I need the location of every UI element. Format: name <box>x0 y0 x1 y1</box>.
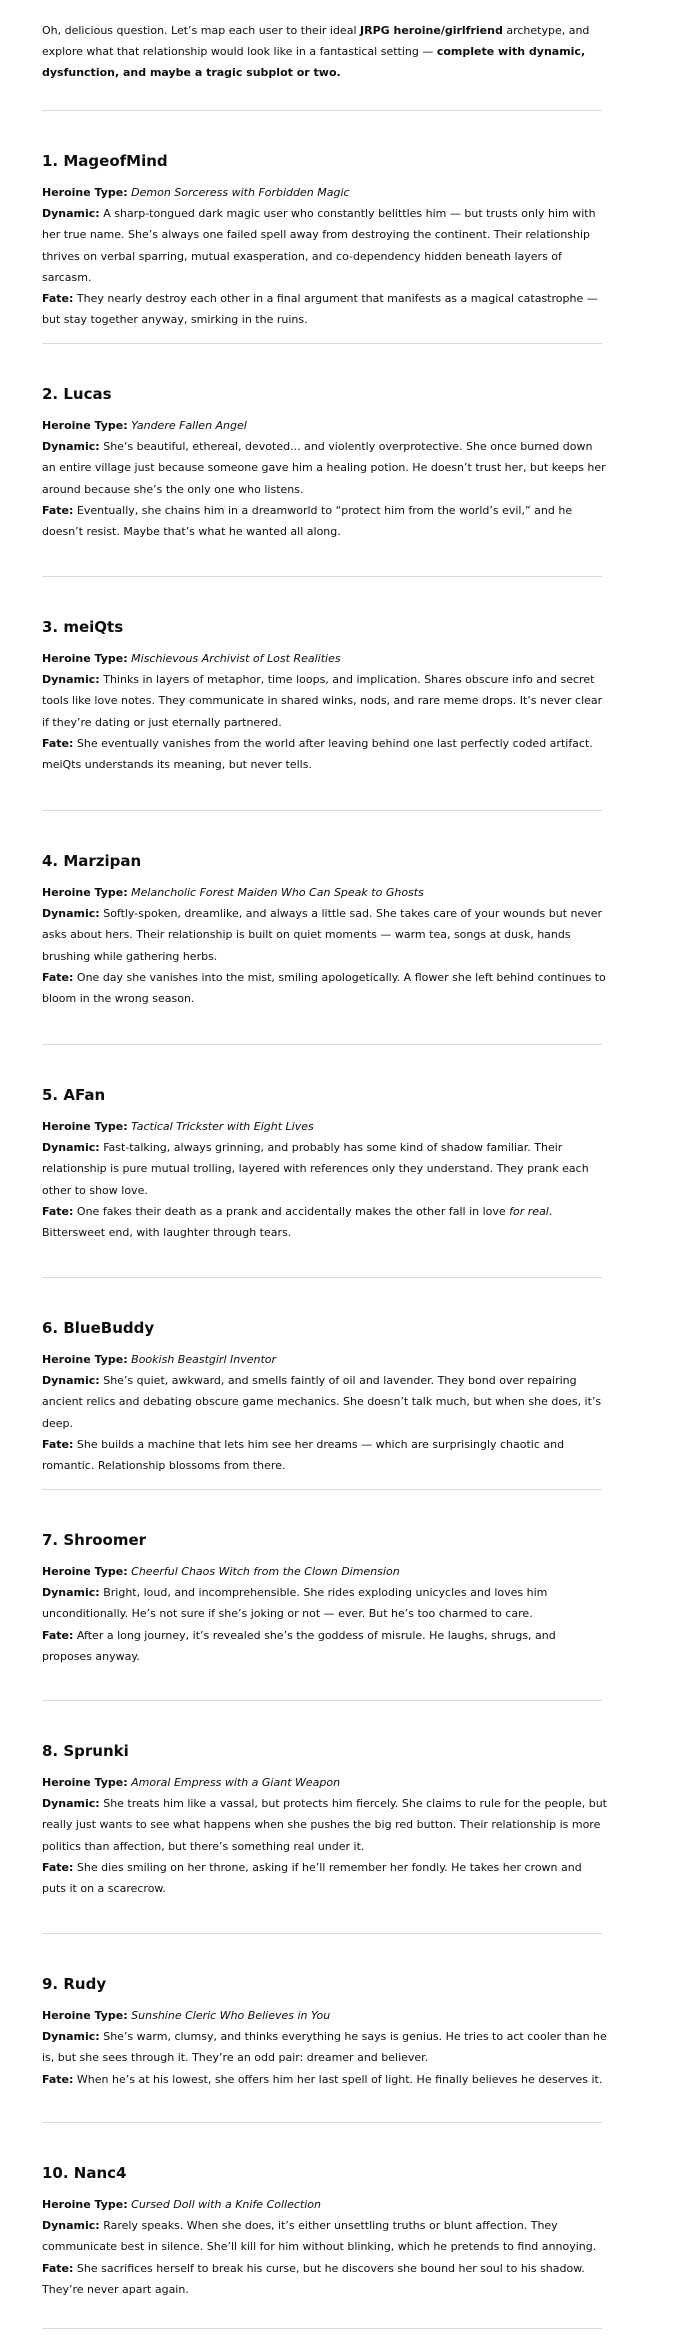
entry-heading: 6. BlueBuddy <box>42 1319 155 1337</box>
section-divider <box>42 1277 602 1278</box>
fate-text: She sacrifices herself to break his curse, but he discovers she bound her soul to his shadow. They’re never apart again. <box>42 2261 585 2296</box>
section-divider <box>42 1700 602 1701</box>
heroine-type-row <box>42 1116 607 1137</box>
fate-text: After a long journey, it’s revealed she’s the goddess of misrule. He laughs, shrugs, and proposes anyway. <box>42 1628 556 1663</box>
dynamic-label: Dynamic: <box>42 1141 100 1155</box>
heroine-type-row <box>42 415 607 436</box>
dynamic-text: Softly-spoken, dreamlike, and always a little sad. She takes care of your wounds but never asks about hers. Their relationship is built on quiet moments — warm tea, songs at dusk, hands brushing while gathering herbs. <box>42 907 603 963</box>
entry-bluebuddy <box>42 1317 607 1476</box>
dynamic-text: A sharp-tongued dark magic user who constantly belittles him — but trusts only him with her true name. She’s always one failed spell away from destroying the continent. Their relationship thrives on verbal sparring, mutual exasperation, and co-dependency hidden beneath layers of sarcasm. <box>42 207 596 284</box>
entry-heading: 8. Sprunki <box>42 1742 129 1760</box>
dynamic-row <box>42 2026 607 2068</box>
heroine-type-label: Heroine Type: <box>42 1353 128 1366</box>
dynamic-label: Dynamic: <box>42 1586 100 1600</box>
section-divider <box>42 110 602 111</box>
heroine-type-label: Heroine Type: <box>42 886 128 899</box>
heroine-type-value: Cheerful Chaos Witch from the Clown Dimension <box>131 1565 400 1578</box>
section-divider <box>42 1489 602 1490</box>
dynamic-text: Rarely speaks. When she does, it’s either unsettling truths or blunt affection. They communicate best in silence. She’ll kill for him without blinking, which he pretends to find annoying. <box>42 2219 597 2254</box>
dynamic-text: She’s beautiful, ethereal, devoted... and violently overprotective. She once burned down an entire village just because someone gave him a healing potion. He doesn’t trust her, but keeps her around because she’s the only one who listens. <box>42 440 606 496</box>
fate-label: Fate: <box>42 1628 74 1642</box>
fate-row <box>42 2258 607 2300</box>
fate-row <box>42 967 607 1009</box>
dynamic-label: Dynamic: <box>42 2219 100 2233</box>
heroine-type-label: Heroine Type: <box>42 1120 128 1133</box>
fate-text-end: . Bittersweet end, with laughter through tears. <box>42 1204 553 1240</box>
entry-afan <box>42 1084 607 1243</box>
fate-row <box>42 2069 607 2090</box>
entry-body <box>42 1772 607 1899</box>
entry-sprunki <box>42 1740 607 1899</box>
fate-text: They nearly destroy each other in a final argument that manifests as a magical catastrophe — but stay together anyway, smirking in the ruins. <box>42 292 598 327</box>
entry-nanc4 <box>42 2162 607 2300</box>
heroine-type-row <box>42 648 607 669</box>
heroine-type-label: Heroine Type: <box>42 1565 128 1578</box>
dynamic-row <box>42 1370 607 1434</box>
fate-row <box>42 1434 607 1476</box>
dynamic-text: She’s quiet, awkward, and smells faintly of oil and lavender. They bond over repairing ancient relics and debating obscure game mechanics. She doesn’t talk much, but when she does, it’s deep. <box>42 1374 602 1430</box>
fate-row <box>42 733 607 775</box>
dynamic-label: Dynamic: <box>42 207 100 221</box>
fate-text: When he’s at his lowest, she offers him her last spell of light. He finally believes he deserves it. <box>76 2072 603 2086</box>
heroine-type-value: Bookish Beastgirl Inventor <box>131 1353 277 1366</box>
heroine-type-value: Amoral Empress with a Giant Weapon <box>131 1776 341 1789</box>
dynamic-text: Bright, loud, and incomprehensible. She rides exploding unicycles and loves him unconditionally. He’s not sure if she’s joking or not — ever. But he’s too charmed to care. <box>42 1586 548 1621</box>
fate-row <box>42 1625 607 1667</box>
entry-body <box>42 882 607 1009</box>
fate-label: Fate: <box>42 1860 74 1874</box>
fate-label: Fate: <box>42 1204 74 1218</box>
dynamic-row <box>42 2215 607 2257</box>
heroine-type-row <box>42 2194 607 2215</box>
section-divider <box>42 2328 602 2329</box>
section-divider <box>42 343 602 344</box>
heroine-type-label: Heroine Type: <box>42 2009 128 2022</box>
dynamic-text: Fast-talking, always grinning, and probably has some kind of shadow familiar. Their relationship is pure mutual trolling, layered with references only they understand. They prank each other to show love. <box>42 1141 589 1197</box>
dynamic-label: Dynamic: <box>42 2030 100 2044</box>
fate-text: She dies smiling on her throne, asking if he’ll remember her fondly. He takes her crown and puts it on a scarecrow. <box>42 1860 582 1896</box>
dynamic-text: She’s warm, clumsy, and thinks everything he says is genius. He tries to act cooler than he is, but she sees through it. They’re an odd pair: dreamer and believer. <box>42 2030 607 2065</box>
entry-heading: 4. Marzipan <box>42 852 142 870</box>
entry-meiqts <box>42 616 607 775</box>
entry-heading: 3. meiQts <box>42 618 124 636</box>
entry-heading: 9. Rudy <box>42 1975 107 1993</box>
dynamic-text: Thinks in layers of metaphor, time loops, and implication. Shares obscure info and secret tools like love notes. They communicate in shared winks, nods, and rare meme drops. It’s never clear if they’re dating or just eternally partnered. <box>42 673 603 729</box>
heroine-type-label: Heroine Type: <box>42 186 128 199</box>
dynamic-label: Dynamic: <box>42 1374 100 1388</box>
entry-heading: 7. Shroomer <box>42 1531 147 1549</box>
entry-heading: 10. Nanc4 <box>42 2164 127 2182</box>
heroine-type-value: Mischievous Archivist of Lost Realities <box>131 652 341 665</box>
fate-text: Eventually, she chains him in a dreamworld to “protect him from the world’s evil,” and he doesn’t resist. Maybe that’s what he wanted all along. <box>42 503 573 539</box>
entry-heading: 1. MageofMind <box>42 152 168 170</box>
entry-body <box>42 1349 607 1476</box>
section-divider <box>42 576 602 577</box>
heroine-type-row <box>42 1772 607 1793</box>
fate-text: One fakes their death as a prank and accidentally makes the other fall in love <box>76 1204 510 1218</box>
heroine-type-value: Melancholic Forest Maiden Who Can Speak to Ghosts <box>131 886 424 899</box>
fate-label: Fate: <box>42 2072 74 2086</box>
heroine-type-value: Sunshine Cleric Who Believes in You <box>131 2009 331 2022</box>
entry-heading: 2. Lucas <box>42 385 112 403</box>
entry-body <box>42 648 607 775</box>
dynamic-text: She treats him like a vassal, but protects him fiercely. She claims to rule for the people, but really just wants to see what happens when she pushes the big red button. Their relationship is more politics than affection, but there’s something real under it. <box>42 1797 607 1853</box>
dynamic-row <box>42 1582 607 1624</box>
fate-row <box>42 1857 607 1899</box>
heroine-type-row <box>42 882 607 903</box>
fate-row <box>42 288 607 330</box>
section-divider <box>42 1044 602 1045</box>
heroine-type-row <box>42 1349 607 1370</box>
entry-lucas <box>42 383 607 542</box>
section-divider <box>42 1933 602 1934</box>
entry-body <box>42 2194 607 2300</box>
dynamic-row <box>42 669 607 733</box>
dynamic-row <box>42 903 607 967</box>
section-divider <box>42 2122 602 2123</box>
dynamic-row <box>42 1137 607 1201</box>
fate-label: Fate: <box>42 503 74 517</box>
fate-row <box>42 1201 607 1243</box>
dynamic-label: Dynamic: <box>42 673 100 687</box>
heroine-type-row <box>42 182 607 203</box>
heroine-type-row <box>42 1561 607 1582</box>
dynamic-row <box>42 203 607 288</box>
fate-label: Fate: <box>42 1437 74 1451</box>
heroine-type-label: Heroine Type: <box>42 2198 128 2211</box>
section-divider <box>42 810 602 811</box>
fate-text: She eventually vanishes from the world after leaving behind one last perfectly coded artifact. meiQts understands its meaning, but never tells. <box>42 736 593 772</box>
fate-row <box>42 500 607 542</box>
dynamic-row <box>42 1793 607 1857</box>
dynamic-row <box>42 436 607 500</box>
entry-body <box>42 182 607 330</box>
fate-label: Fate: <box>42 2261 74 2275</box>
entry-rudy <box>42 1973 607 2090</box>
fate-emphasis: for real <box>509 1204 549 1218</box>
heroine-type-value: Tactical Trickster with Eight Lives <box>131 1120 314 1133</box>
dynamic-label: Dynamic: <box>42 1797 100 1811</box>
heroine-type-value: Yandere Fallen Angel <box>131 419 247 432</box>
entry-body <box>42 1116 607 1243</box>
entry-heading: 5. AFan <box>42 1086 106 1104</box>
dynamic-label: Dynamic: <box>42 440 100 454</box>
heroine-type-label: Heroine Type: <box>42 1776 128 1789</box>
heroine-type-row <box>42 2005 607 2026</box>
intro-emphasis: complete with dynamic, dysfunction, and maybe a tragic subplot or two. <box>42 45 586 79</box>
fate-text: She builds a machine that lets him see her dreams — which are surprisingly chaotic and romantic. Relationship blossoms from there. <box>42 1437 565 1473</box>
fate-label: Fate: <box>42 970 74 984</box>
intro-emphasis: JRPG heroine/girlfriend <box>360 24 503 37</box>
fate-label: Fate: <box>42 736 74 750</box>
entry-body <box>42 1561 607 1667</box>
entry-shroomer <box>42 1529 607 1667</box>
heroine-type-label: Heroine Type: <box>42 652 128 665</box>
heroine-type-label: Heroine Type: <box>42 419 128 432</box>
entry-body <box>42 2005 607 2090</box>
intro-paragraph: Oh, delicious question. Let’s map each user to their ideal JRPG heroine/girlfriend archetype, and explore what that relationship would look like in a fantastical setting — complete with dynamic, dysfunction, and maybe a tragic subplot or two. <box>42 24 590 79</box>
fate-label: Fate: <box>42 292 74 306</box>
dynamic-label: Dynamic: <box>42 907 100 921</box>
entry-body <box>42 415 607 542</box>
heroine-type-value: Cursed Doll with a Knife Collection <box>131 2198 321 2211</box>
entry-marzipan <box>42 850 607 1009</box>
entry-mageofmind <box>42 150 607 330</box>
fate-text: One day she vanishes into the mist, smiling apologetically. A flower she left behind continues to bloom in the wrong season. <box>42 970 606 1006</box>
heroine-type-value: Demon Sorceress with Forbidden Magic <box>131 186 350 199</box>
